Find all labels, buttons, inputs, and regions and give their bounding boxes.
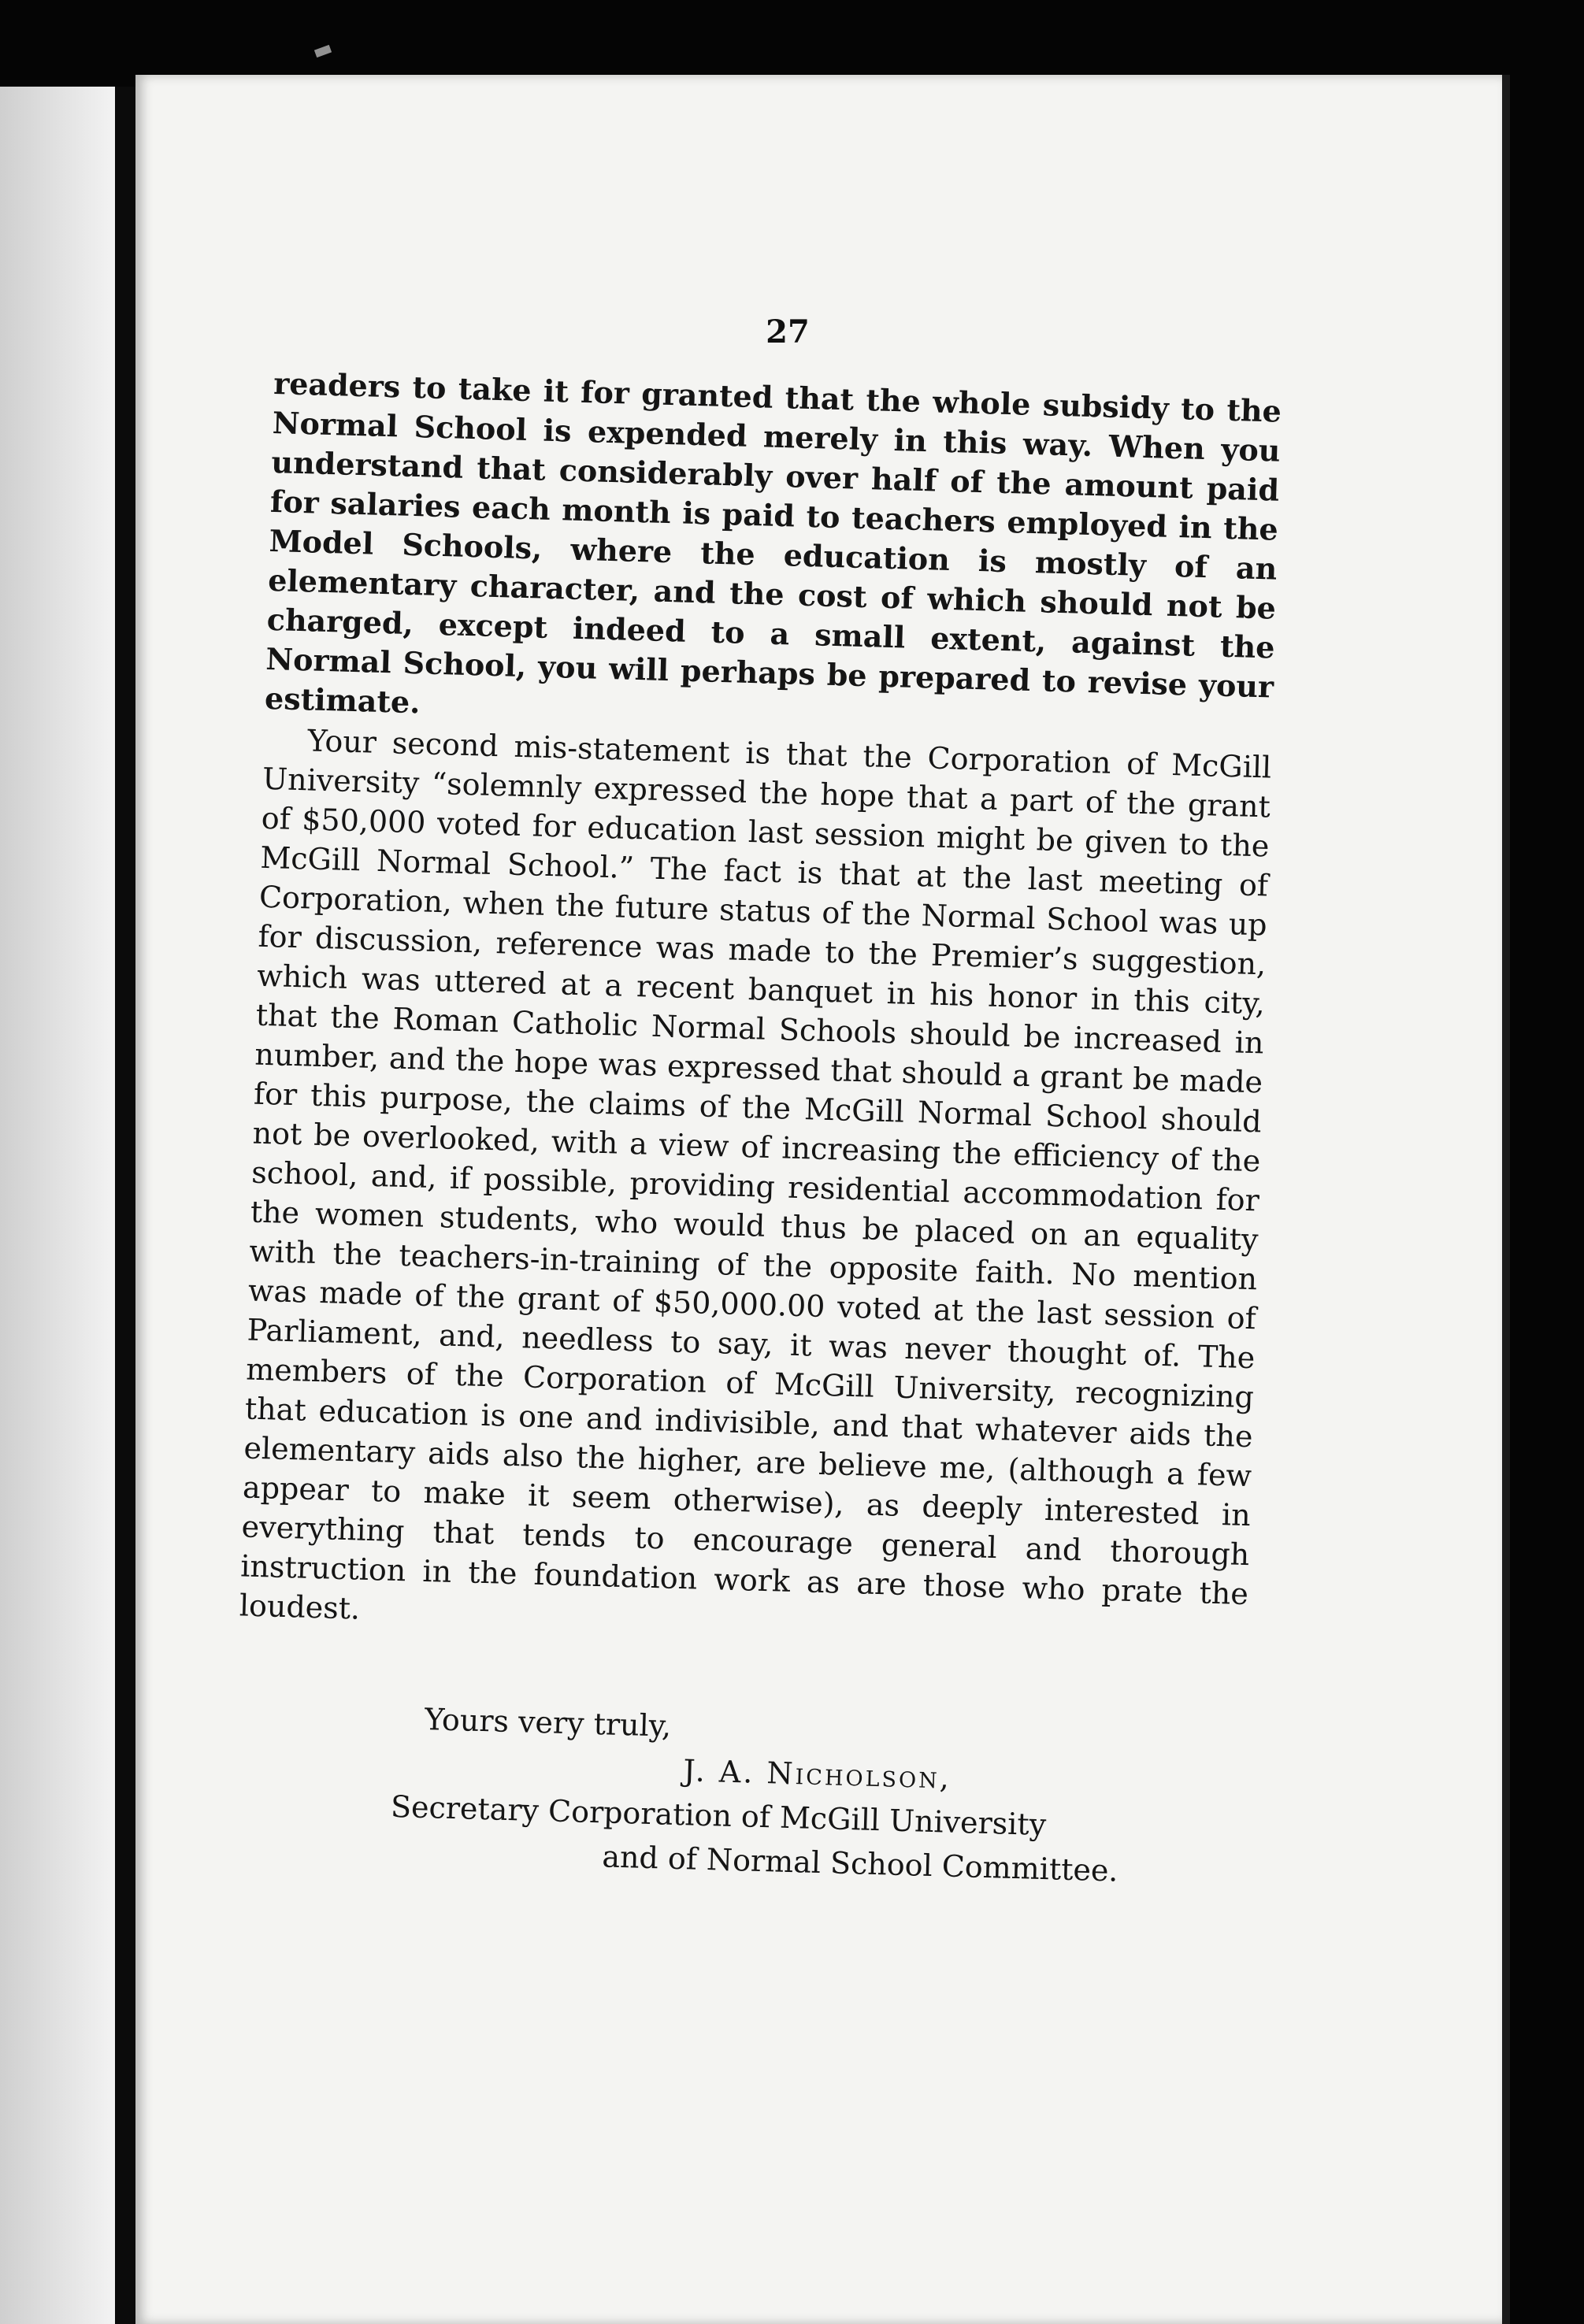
scan-speck [314, 45, 332, 57]
book-gutter [115, 87, 137, 2324]
page-number: 27 [766, 313, 810, 350]
letter-body [239, 364, 1282, 1653]
signature-title-line-2: and of Normal School Committee. [601, 1839, 1119, 1888]
paragraph-1: readers to take it for granted that the whole subsidy to the Normal School is expended merely in this way. When you understand that considerably over half of the amount paid for salaries each month is paid to teachers employed in the Model Schools, where the education is mostly of an elementary character, and the cost of which should not be charged, except indeed to a small extent, against the Normal School, you will perhaps be prepared to revise your estimate. [264, 365, 1282, 721]
signature-title-line-1: Secretary Corporation of McGill University [390, 1788, 1047, 1843]
signature-name: J. A. Nicholson, [682, 1753, 952, 1796]
valediction: Yours very truly, [424, 1701, 672, 1744]
facing-page-edge [0, 87, 115, 2324]
paragraph-2: Your second mis-statement is that the Corporation of McGill University “solemnly expressed the hope that a part of the grant of $50,000 voted for education last session might be given to the McGill Normal School.” The fact is that at the last meeting of Corporation, when the future status of the Normal School was up for discussion, reference was made to the Premier’s suggestion, which was uttered at a recent banquet in his honor in this city, that the Roman Catholic Normal Schools should be increased in number, and the hope was expressed that should a grant be made for this purpose, the claims of the McGill Normal School should not be overlooked, with a view of increasing the efficiency of the school, and, if possible, providing residential accommodation for the women students, who would thus be placed on an equality with the teachers-in-training of the opposite faith. No mention was made of the grant of $50,000.00 voted at the last session of Parliament, and, needless to say, it was never thought of. The members of the Corporation of McGill University, recognizing that education is one and indivisible, and that whatever aids the elementary aids also the higher, are believe me, (although a few appear to make it seem otherwise), as deeply interested in everything that tends to encourage general and thorough instruction in the foundation work as are those who prate the loudest. [239, 723, 1272, 1626]
page-right-shadow [1502, 75, 1510, 2324]
letter-closing [390, 1697, 1292, 1898]
